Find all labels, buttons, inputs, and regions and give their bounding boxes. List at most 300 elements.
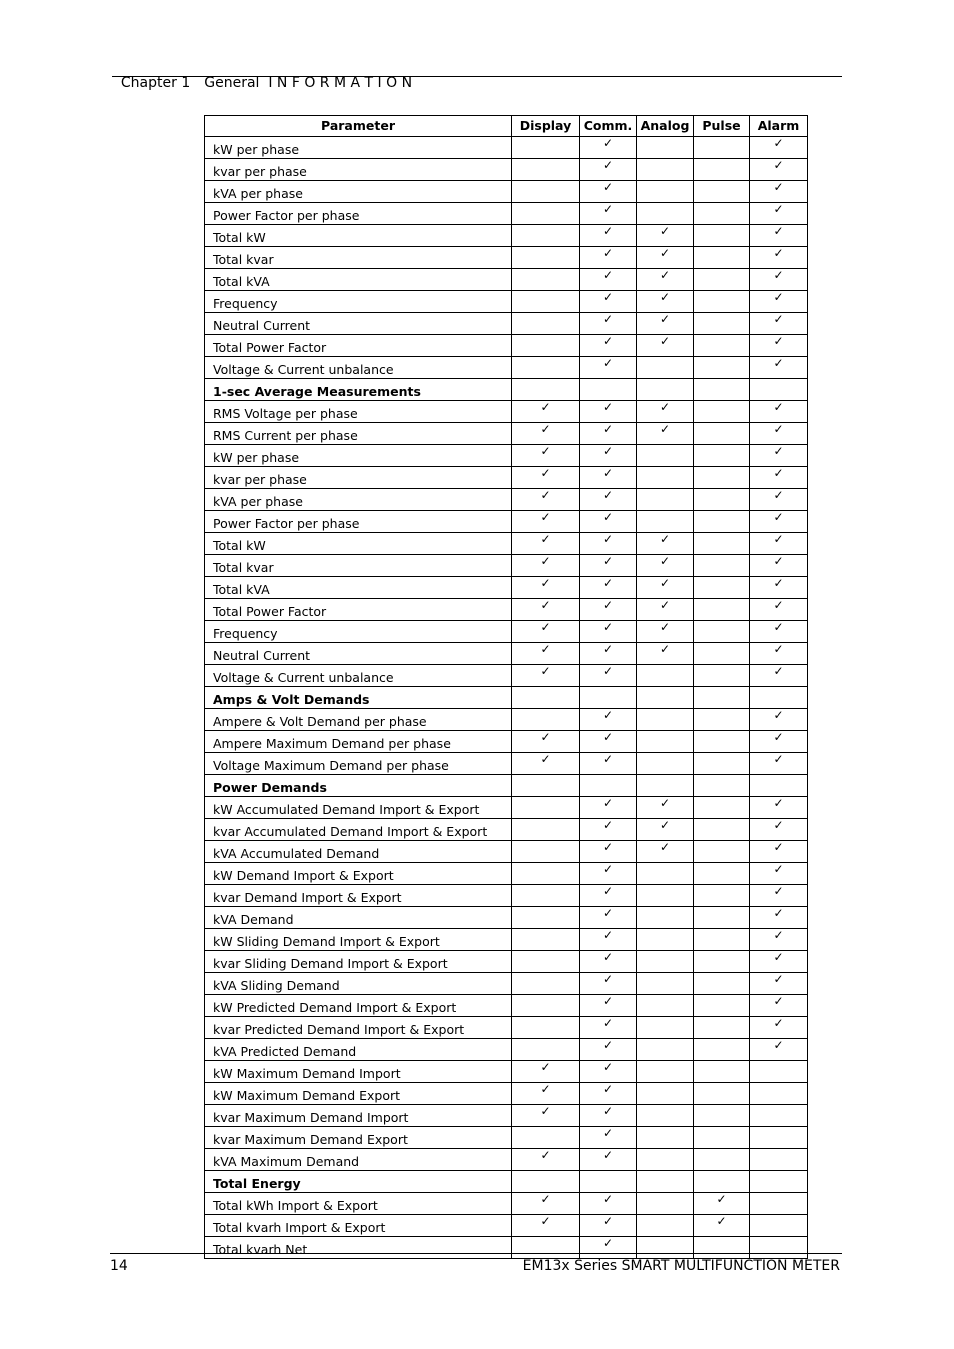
table-row — [205, 555, 808, 577]
alarm-cell — [750, 1061, 808, 1083]
checkmark-icon: ✓ — [659, 400, 671, 414]
comm-cell — [580, 489, 637, 511]
display-cell — [512, 335, 580, 357]
table-row — [205, 423, 808, 445]
checkmark-icon: ✓ — [602, 422, 614, 436]
checkmark-icon: ✓ — [773, 510, 784, 524]
comm-cell — [580, 1171, 637, 1193]
analog-cell — [637, 951, 694, 973]
parameter-label: kVA per phase — [205, 181, 512, 203]
pulse-cell — [694, 885, 750, 907]
alarm-cell — [750, 269, 808, 291]
comm-cell — [580, 1149, 637, 1171]
comm-cell — [580, 819, 637, 841]
table-row — [205, 1039, 808, 1061]
checkmark-icon: ✓ — [773, 840, 784, 854]
parameter-label: kW per phase — [205, 137, 512, 159]
analog-cell — [637, 555, 694, 577]
parameter-label: Voltage Maximum Demand per phase — [205, 753, 512, 775]
checkmark-icon: ✓ — [602, 1016, 614, 1030]
analog-cell — [637, 973, 694, 995]
table-row — [205, 1215, 808, 1237]
table-row — [205, 863, 808, 885]
checkmark-icon: ✓ — [602, 620, 614, 634]
checkmark-icon: ✓ — [602, 752, 614, 766]
checkmark-icon: ✓ — [659, 554, 671, 568]
display-cell — [512, 863, 580, 885]
pulse-cell — [694, 357, 750, 379]
parameter-label: kvar Sliding Demand Import & Export — [205, 951, 512, 973]
table-row — [205, 709, 808, 731]
table-row — [205, 951, 808, 973]
parameter-label: Total kW — [205, 533, 512, 555]
table-row — [205, 159, 808, 181]
pulse-cell — [694, 313, 750, 335]
parameter-label: kVA Accumulated Demand — [205, 841, 512, 863]
parameter-label: Total Power Factor — [205, 335, 512, 357]
parameter-label: Frequency — [205, 291, 512, 313]
comm-cell — [580, 533, 637, 555]
pulse-cell — [694, 951, 750, 973]
alarm-cell — [750, 489, 808, 511]
checkmark-icon: ✓ — [602, 1126, 614, 1140]
parameter-label: kvar Predicted Demand Import & Export — [205, 1017, 512, 1039]
checkmark-icon: ✓ — [659, 246, 671, 260]
checkmark-icon: ✓ — [540, 444, 551, 458]
table-row — [205, 137, 808, 159]
checkmark-icon: ✓ — [773, 422, 784, 436]
checkmark-icon: ✓ — [773, 356, 784, 370]
table-row — [205, 467, 808, 489]
alarm-cell — [750, 1017, 808, 1039]
alarm-cell — [750, 291, 808, 313]
analog-cell — [637, 225, 694, 247]
page-footer — [110, 1253, 842, 1274]
comm-cell — [580, 995, 637, 1017]
alarm-cell — [750, 1105, 808, 1127]
table-row — [205, 1061, 808, 1083]
checkmark-icon: ✓ — [773, 136, 784, 150]
checkmark-icon: ✓ — [602, 180, 614, 194]
table-row — [205, 665, 808, 687]
checkmark-icon: ✓ — [659, 224, 671, 238]
checkmark-icon: ✓ — [540, 598, 551, 612]
analog-cell — [637, 423, 694, 445]
checkmark-icon: ✓ — [773, 972, 784, 986]
section-label: Amps & Volt Demands — [205, 687, 512, 709]
comm-cell — [580, 291, 637, 313]
display-cell — [512, 1061, 580, 1083]
alarm-cell — [750, 225, 808, 247]
table-row — [205, 885, 808, 907]
display-cell — [512, 269, 580, 291]
analog-cell — [637, 445, 694, 467]
analog-cell — [637, 1039, 694, 1061]
display-cell — [512, 973, 580, 995]
display-cell — [512, 1193, 580, 1215]
pulse-cell — [694, 687, 750, 709]
parameter-table — [204, 115, 808, 1259]
display-cell — [512, 731, 580, 753]
parameter-label: kVA Sliding Demand — [205, 973, 512, 995]
display-cell — [512, 599, 580, 621]
alarm-cell — [750, 885, 808, 907]
parameter-label: kVA Predicted Demand — [205, 1039, 512, 1061]
analog-cell — [637, 577, 694, 599]
parameter-label: kvar per phase — [205, 467, 512, 489]
checkmark-icon: ✓ — [773, 224, 784, 238]
display-cell — [512, 1105, 580, 1127]
comm-cell — [580, 401, 637, 423]
checkmark-icon: ✓ — [659, 840, 671, 854]
comm-cell — [580, 357, 637, 379]
checkmark-icon: ✓ — [540, 1060, 551, 1074]
comm-cell — [580, 423, 637, 445]
comm-cell — [580, 511, 637, 533]
checkmark-icon: ✓ — [773, 488, 784, 502]
analog-cell — [637, 775, 694, 797]
analog-cell — [637, 665, 694, 687]
checkmark-icon: ✓ — [540, 532, 551, 546]
table-row — [205, 291, 808, 313]
parameter-label: Voltage & Current unbalance — [205, 665, 512, 687]
table-row — [205, 643, 808, 665]
checkmark-icon: ✓ — [540, 730, 551, 744]
comm-cell — [580, 731, 637, 753]
display-cell — [512, 1083, 580, 1105]
alarm-cell — [750, 665, 808, 687]
checkmark-icon: ✓ — [659, 290, 671, 304]
checkmark-icon: ✓ — [773, 664, 784, 678]
checkmark-icon: ✓ — [602, 642, 614, 656]
checkmark-icon: ✓ — [540, 642, 551, 656]
pulse-cell — [694, 379, 750, 401]
column-header-comm: Comm. — [580, 116, 637, 137]
table-row — [205, 841, 808, 863]
checkmark-icon: ✓ — [773, 312, 784, 326]
checkmark-icon: ✓ — [540, 576, 551, 590]
table-row — [205, 1149, 808, 1171]
alarm-cell — [750, 621, 808, 643]
checkmark-icon: ✓ — [773, 906, 784, 920]
parameter-label: Total kvar — [205, 555, 512, 577]
alarm-cell — [750, 1193, 808, 1215]
checkmark-icon: ✓ — [773, 400, 784, 414]
table-row — [205, 1193, 808, 1215]
checkmark-icon: ✓ — [602, 356, 614, 370]
checkmark-icon: ✓ — [773, 158, 784, 172]
table-row — [205, 753, 808, 775]
alarm-cell — [750, 951, 808, 973]
display-cell — [512, 445, 580, 467]
pulse-cell — [694, 599, 750, 621]
display-cell — [512, 423, 580, 445]
column-header-alarm: Alarm — [750, 116, 808, 137]
display-cell — [512, 929, 580, 951]
table-row — [205, 1083, 808, 1105]
parameter-table-container — [204, 115, 808, 1259]
pulse-cell — [694, 401, 750, 423]
display-cell — [512, 401, 580, 423]
alarm-cell — [750, 401, 808, 423]
checkmark-icon: ✓ — [773, 796, 784, 810]
alarm-cell — [750, 357, 808, 379]
table-row — [205, 1127, 808, 1149]
display-cell — [512, 313, 580, 335]
table-row — [205, 731, 808, 753]
checkmark-icon: ✓ — [602, 510, 614, 524]
display-cell — [512, 489, 580, 511]
alarm-cell — [750, 775, 808, 797]
checkmark-icon: ✓ — [602, 444, 614, 458]
display-cell — [512, 1149, 580, 1171]
alarm-cell — [750, 643, 808, 665]
display-cell — [512, 797, 580, 819]
comm-cell — [580, 1039, 637, 1061]
checkmark-icon: ✓ — [773, 268, 784, 282]
pulse-cell — [694, 1171, 750, 1193]
alarm-cell — [750, 1039, 808, 1061]
table-body — [205, 137, 808, 1259]
display-cell — [512, 379, 580, 401]
comm-cell — [580, 1061, 637, 1083]
pulse-cell — [694, 643, 750, 665]
analog-cell — [637, 863, 694, 885]
checkmark-icon: ✓ — [773, 202, 784, 216]
pulse-cell — [694, 841, 750, 863]
pulse-cell — [694, 533, 750, 555]
pulse-cell — [694, 423, 750, 445]
checkmark-icon: ✓ — [602, 972, 614, 986]
analog-cell — [637, 313, 694, 335]
analog-cell — [637, 797, 694, 819]
pulse-cell — [694, 247, 750, 269]
parameter-label: Power Factor per phase — [205, 203, 512, 225]
analog-cell — [637, 511, 694, 533]
table-row — [205, 1017, 808, 1039]
alarm-cell — [750, 687, 808, 709]
table-row — [205, 335, 808, 357]
pulse-cell — [694, 1127, 750, 1149]
checkmark-icon: ✓ — [773, 862, 784, 876]
analog-cell — [637, 907, 694, 929]
checkmark-icon: ✓ — [540, 1082, 551, 1096]
pulse-cell — [694, 1039, 750, 1061]
checkmark-icon: ✓ — [602, 334, 614, 348]
display-cell — [512, 577, 580, 599]
analog-cell — [637, 841, 694, 863]
table-row — [205, 313, 808, 335]
analog-cell — [637, 621, 694, 643]
comm-cell — [580, 445, 637, 467]
checkmark-icon: ✓ — [602, 840, 614, 854]
checkmark-icon: ✓ — [540, 1192, 551, 1206]
alarm-cell — [750, 995, 808, 1017]
display-cell — [512, 203, 580, 225]
comm-cell — [580, 1083, 637, 1105]
analog-cell — [637, 995, 694, 1017]
display-cell — [512, 467, 580, 489]
display-cell — [512, 357, 580, 379]
analog-cell — [637, 533, 694, 555]
parameter-label: Total kVA — [205, 269, 512, 291]
table-row — [205, 269, 808, 291]
checkmark-icon: ✓ — [602, 246, 614, 260]
parameter-label: kVA Demand — [205, 907, 512, 929]
parameter-label: Ampere & Volt Demand per phase — [205, 709, 512, 731]
display-cell — [512, 621, 580, 643]
pulse-cell — [694, 731, 750, 753]
parameter-label: Total Power Factor — [205, 599, 512, 621]
parameter-label: Neutral Current — [205, 643, 512, 665]
alarm-cell — [750, 973, 808, 995]
display-cell — [512, 907, 580, 929]
checkmark-icon: ✓ — [540, 1214, 551, 1228]
analog-cell — [637, 291, 694, 313]
display-cell — [512, 291, 580, 313]
comm-cell — [580, 181, 637, 203]
checkmark-icon: ✓ — [773, 950, 784, 964]
section-header-row — [205, 379, 808, 401]
chapter-title: General I N F O R M A T I O N — [204, 75, 413, 91]
pulse-cell — [694, 445, 750, 467]
checkmark-icon: ✓ — [602, 950, 614, 964]
checkmark-icon: ✓ — [602, 708, 614, 722]
display-cell — [512, 1039, 580, 1061]
analog-cell — [637, 1017, 694, 1039]
display-cell — [512, 555, 580, 577]
checkmark-icon: ✓ — [602, 598, 614, 612]
comm-cell — [580, 753, 637, 775]
alarm-cell — [750, 819, 808, 841]
checkmark-icon: ✓ — [602, 400, 614, 414]
pulse-cell — [694, 555, 750, 577]
pulse-cell — [694, 1215, 750, 1237]
section-header-row — [205, 687, 808, 709]
comm-cell — [580, 1017, 637, 1039]
comm-cell — [580, 863, 637, 885]
display-cell — [512, 841, 580, 863]
checkmark-icon: ✓ — [773, 532, 784, 546]
analog-cell — [637, 467, 694, 489]
table-row — [205, 445, 808, 467]
checkmark-icon: ✓ — [602, 884, 614, 898]
checkmark-icon: ✓ — [659, 598, 671, 612]
checkmark-icon: ✓ — [773, 334, 784, 348]
pulse-cell — [694, 995, 750, 1017]
comm-cell — [580, 137, 637, 159]
analog-cell — [637, 885, 694, 907]
display-cell — [512, 159, 580, 181]
comm-cell — [580, 203, 637, 225]
analog-cell — [637, 203, 694, 225]
alarm-cell — [750, 379, 808, 401]
table-header-row — [205, 116, 808, 137]
parameter-label: kvar Maximum Demand Import — [205, 1105, 512, 1127]
checkmark-icon: ✓ — [773, 466, 784, 480]
checkmark-icon: ✓ — [602, 796, 614, 810]
checkmark-icon: ✓ — [602, 1082, 614, 1096]
checkmark-icon: ✓ — [602, 928, 614, 942]
checkmark-icon: ✓ — [659, 642, 671, 656]
checkmark-icon: ✓ — [602, 532, 614, 546]
parameter-label: kvar Maximum Demand Export — [205, 1127, 512, 1149]
parameter-label: kW Sliding Demand Import & Export — [205, 929, 512, 951]
comm-cell — [580, 907, 637, 929]
analog-cell — [637, 489, 694, 511]
alarm-cell — [750, 599, 808, 621]
analog-cell — [637, 137, 694, 159]
checkmark-icon: ✓ — [773, 290, 784, 304]
parameter-label: kW Maximum Demand Import — [205, 1061, 512, 1083]
analog-cell — [637, 401, 694, 423]
parameter-label: kW Maximum Demand Export — [205, 1083, 512, 1105]
pulse-cell — [694, 181, 750, 203]
table-row — [205, 797, 808, 819]
analog-cell — [637, 687, 694, 709]
pulse-cell — [694, 973, 750, 995]
checkmark-icon: ✓ — [602, 1192, 614, 1206]
display-cell — [512, 665, 580, 687]
parameter-label: Frequency — [205, 621, 512, 643]
pulse-cell — [694, 203, 750, 225]
comm-cell — [580, 1193, 637, 1215]
pulse-cell — [694, 753, 750, 775]
parameter-label: Total kvar — [205, 247, 512, 269]
alarm-cell — [750, 247, 808, 269]
comm-cell — [580, 159, 637, 181]
checkmark-icon: ✓ — [602, 730, 614, 744]
alarm-cell — [750, 753, 808, 775]
comm-cell — [580, 951, 637, 973]
checkmark-icon: ✓ — [540, 1104, 551, 1118]
analog-cell — [637, 753, 694, 775]
parameter-label: Neutral Current — [205, 313, 512, 335]
alarm-cell — [750, 1215, 808, 1237]
pulse-cell — [694, 1149, 750, 1171]
display-cell — [512, 709, 580, 731]
alarm-cell — [750, 159, 808, 181]
pulse-cell — [694, 1017, 750, 1039]
checkmark-icon: ✓ — [773, 1038, 784, 1052]
comm-cell — [580, 247, 637, 269]
checkmark-icon: ✓ — [659, 620, 671, 634]
analog-cell — [637, 1061, 694, 1083]
checkmark-icon: ✓ — [602, 290, 614, 304]
alarm-cell — [750, 335, 808, 357]
pulse-cell — [694, 269, 750, 291]
alarm-cell — [750, 511, 808, 533]
analog-cell — [637, 929, 694, 951]
checkmark-icon: ✓ — [773, 752, 784, 766]
checkmark-icon: ✓ — [716, 1214, 727, 1228]
parameter-label: kvar Demand Import & Export — [205, 885, 512, 907]
table-row — [205, 819, 808, 841]
checkmark-icon: ✓ — [602, 1060, 614, 1074]
comm-cell — [580, 687, 637, 709]
checkmark-icon: ✓ — [773, 708, 784, 722]
checkmark-icon: ✓ — [602, 312, 614, 326]
alarm-cell — [750, 445, 808, 467]
parameter-label: kW Predicted Demand Import & Export — [205, 995, 512, 1017]
comm-cell — [580, 225, 637, 247]
checkmark-icon: ✓ — [540, 400, 551, 414]
comm-cell — [580, 577, 637, 599]
analog-cell — [637, 1193, 694, 1215]
display-cell — [512, 819, 580, 841]
display-cell — [512, 885, 580, 907]
pulse-cell — [694, 819, 750, 841]
